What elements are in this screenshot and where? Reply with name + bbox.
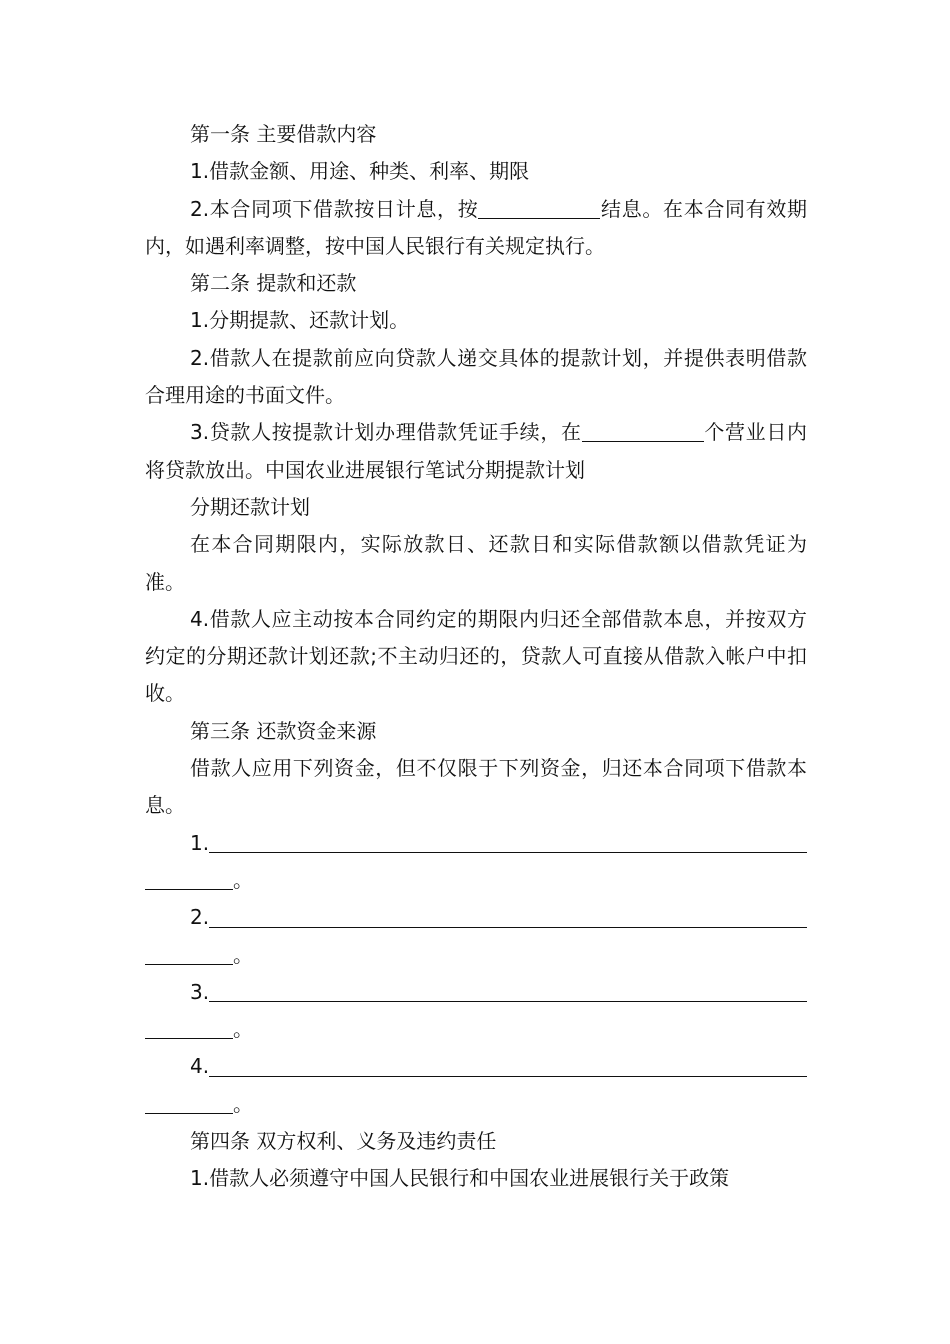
- blank-line[interactable]: [209, 905, 807, 928]
- document-page: [145, 116, 807, 1198]
- article-1-para-1: 1.借款金额、用途、种类、利率、期限: [190, 159, 530, 184]
- article-4-title: 第四条 双方权利、义务及违约责任: [190, 1129, 497, 1154]
- item-number: 3.: [190, 979, 210, 1004]
- article-3-para-1: 借款人应用下列资金，但不仅限于下列资金，归还本合同项下借款本息。: [145, 756, 807, 818]
- blank-line[interactable]: [209, 1054, 807, 1077]
- period-mark: 。: [233, 1017, 253, 1042]
- fill-line-tail: [145, 1011, 807, 1048]
- blank-line[interactable]: [209, 830, 807, 853]
- fill-line: [145, 974, 807, 1011]
- fill-line: [145, 899, 807, 936]
- fill-line: [145, 1048, 807, 1085]
- article-2-title: 第二条 提款和还款: [190, 271, 357, 296]
- article-1-title: 第一条 主要借款内容: [190, 122, 377, 146]
- fill-line-tail: [145, 1086, 807, 1123]
- article-3-title: 第三条 还款资金来源: [190, 718, 377, 743]
- article-1-para-2: [145, 191, 807, 266]
- blank-line[interactable]: [209, 979, 807, 1002]
- blank-line[interactable]: [478, 196, 600, 219]
- article-2-para-2: 2.借款人在提款前应向贷款人递交具体的提款计划，并提供表明借款合理用途的书面文件。: [145, 345, 807, 408]
- item-number: 4.: [190, 1054, 210, 1079]
- article-2-para-6: 4.借款人应主动按本合同约定的期限内归还全部借款本息，并按双方约定的分期还款计划还款;不主动归还的，贷款人可直接从借款入帐户中扣收。: [145, 606, 807, 706]
- article-2-para-1: 1.分期提款、还款计划。: [190, 308, 410, 333]
- period-mark: 。: [233, 1091, 253, 1116]
- article-2-para-5: 在本合同期限内，实际放款日、还款日和实际借款额以借款凭证为准。: [145, 532, 807, 594]
- blank-line[interactable]: [145, 1091, 233, 1114]
- blank-line[interactable]: [145, 1016, 233, 1039]
- fill-line: [145, 825, 807, 862]
- period-mark: 。: [233, 867, 253, 892]
- text-segment: 结息。在本合同有效期内，如遇利率调整，按中国人民银行有关规定执行。: [145, 196, 808, 258]
- blank-line[interactable]: [145, 942, 233, 965]
- item-number: 2.: [190, 905, 210, 930]
- article-4-para-1: 1.借款人必须遵守中国人民银行和中国农业进展银行关于政策: [190, 1166, 730, 1191]
- text-segment: 个营业日内将贷款放出。中国农业进展银行笔试分期提款计划: [145, 420, 808, 482]
- period-mark: 。: [233, 942, 253, 967]
- article-2-para-3: [145, 414, 807, 489]
- text-segment: 3.贷款人按提款计划办理借款凭证手续，在: [190, 420, 582, 445]
- funding-source-item: [145, 899, 807, 974]
- article-2-para-4: 分期还款计划: [190, 494, 310, 519]
- blank-line[interactable]: [582, 419, 704, 442]
- item-number: 1.: [190, 830, 210, 855]
- fill-line-tail: [145, 937, 807, 974]
- fill-line-tail: [145, 862, 807, 899]
- blank-line[interactable]: [145, 867, 233, 890]
- funding-source-item: [145, 974, 807, 1049]
- funding-source-item: [145, 1048, 807, 1123]
- funding-source-item: [145, 825, 807, 900]
- text-segment: 2.本合同项下借款按日计息，按: [190, 196, 479, 221]
